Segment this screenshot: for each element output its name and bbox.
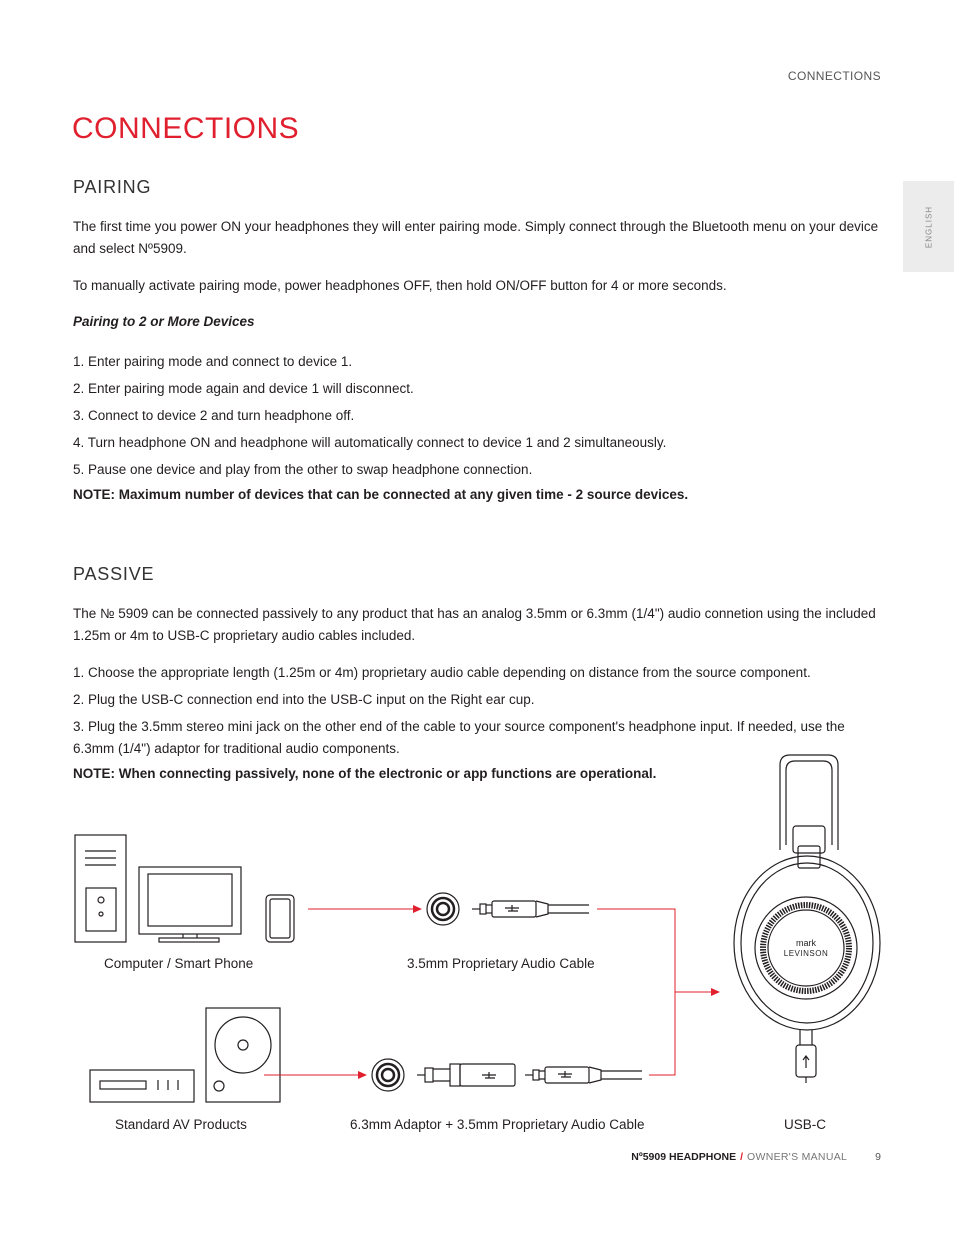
list-item: 2. Enter pairing mode again and device 1 will disconnect. [73, 381, 414, 396]
page-footer [631, 1151, 881, 1163]
pairing-manual: To manually activate pairing mode, power headphones OFF, then hold ON/OFF button for 4 or more seconds. [73, 278, 727, 293]
list-item: 2. Plug the USB-C connection end into the USB-C input on the Right ear cup. [73, 692, 535, 707]
list-item: 5. Pause one device and play from the other to swap headphone connection. [73, 462, 533, 477]
pairing-note: NOTE: Maximum number of devices that can be connected at any given time - 2 source devices. [73, 487, 689, 502]
pairing-steps [73, 351, 885, 486]
jack-63-icon [372, 1059, 404, 1091]
computer-caption: Computer / Smart Phone [104, 956, 254, 971]
passive-note: NOTE: When connecting passively, none of the electronic or app functions are operational. [73, 766, 657, 781]
list-item: 1. Choose the appropriate length (1.25m or 4m) proprietary audio cable depending on distance from the source component. [73, 665, 811, 680]
list-item: 4. Turn headphone ON and headphone will automatically connect to device 1 and 2 simultaneously. [73, 435, 667, 450]
cable35-caption: 3.5mm Proprietary Audio Cable [407, 956, 595, 971]
usbc-caption: USB-C [784, 1117, 827, 1132]
pairing-subheading: Pairing to 2 or More Devices [73, 314, 255, 329]
passive-intro: The № 5909 can be connected passively to any product that has an analog 3.5mm or 6.3mm (1/4") audio connetion using the included 1.25m or 4m to USB-C proprietary audio cables included. [73, 606, 876, 643]
arrowhead-icon [711, 988, 720, 996]
logo-line1: mark [796, 938, 816, 948]
list-item: 3. Plug the 3.5mm stereo mini jack on the other end of the cable to your source component's headphone input. If needed, use the 6.3mm (1/4") adaptor for traditional audio components. [73, 719, 845, 756]
cable-35-icon [472, 901, 589, 917]
running-header: CONNECTIONS [787, 69, 881, 83]
list-item: 3. Connect to device 2 and turn headphone off. [73, 408, 355, 423]
smartphone-icon [266, 895, 294, 942]
adaptor-caption: 6.3mm Adaptor + 3.5mm Proprietary Audio Cable [350, 1117, 645, 1132]
language-tab [903, 181, 954, 272]
page-title: CONNECTIONS [72, 112, 300, 145]
jack-35-icon [427, 893, 459, 925]
av-receiver-icon [90, 1070, 194, 1102]
arrowhead-icon [358, 1071, 367, 1079]
monitor-icon [139, 867, 241, 942]
page-number: 9 [875, 1151, 881, 1163]
pairing-intro: The first time you power ON your headphones they will enter pairing mode. Simply connect through the Bluetooth menu on your device and select Nº5909. [73, 219, 879, 256]
passive-heading: PASSIVE [73, 564, 155, 584]
logo-line2: LEVINSON [783, 949, 829, 958]
adaptor-63-icon [417, 1064, 515, 1086]
language-tab-label: ENGLISH [924, 205, 933, 248]
footer-manual: OWNER'S MANUAL [747, 1151, 848, 1163]
arrowhead-icon [413, 905, 422, 913]
cable-join-line [597, 909, 675, 1075]
passive-steps [73, 662, 885, 765]
av-caption: Standard AV Products [115, 1117, 247, 1132]
computer-tower-icon [75, 835, 126, 942]
cable-35-lower-icon [525, 1067, 642, 1083]
list-item: 1. Enter pairing mode and connect to device 1. [73, 354, 353, 369]
pairing-heading: PAIRING [73, 177, 152, 197]
footer-separator: / [740, 1151, 744, 1163]
footer-model: Nº5909 HEADPHONE [631, 1151, 737, 1163]
turntable-icon [206, 1008, 280, 1102]
headphone-icon [734, 755, 880, 1083]
